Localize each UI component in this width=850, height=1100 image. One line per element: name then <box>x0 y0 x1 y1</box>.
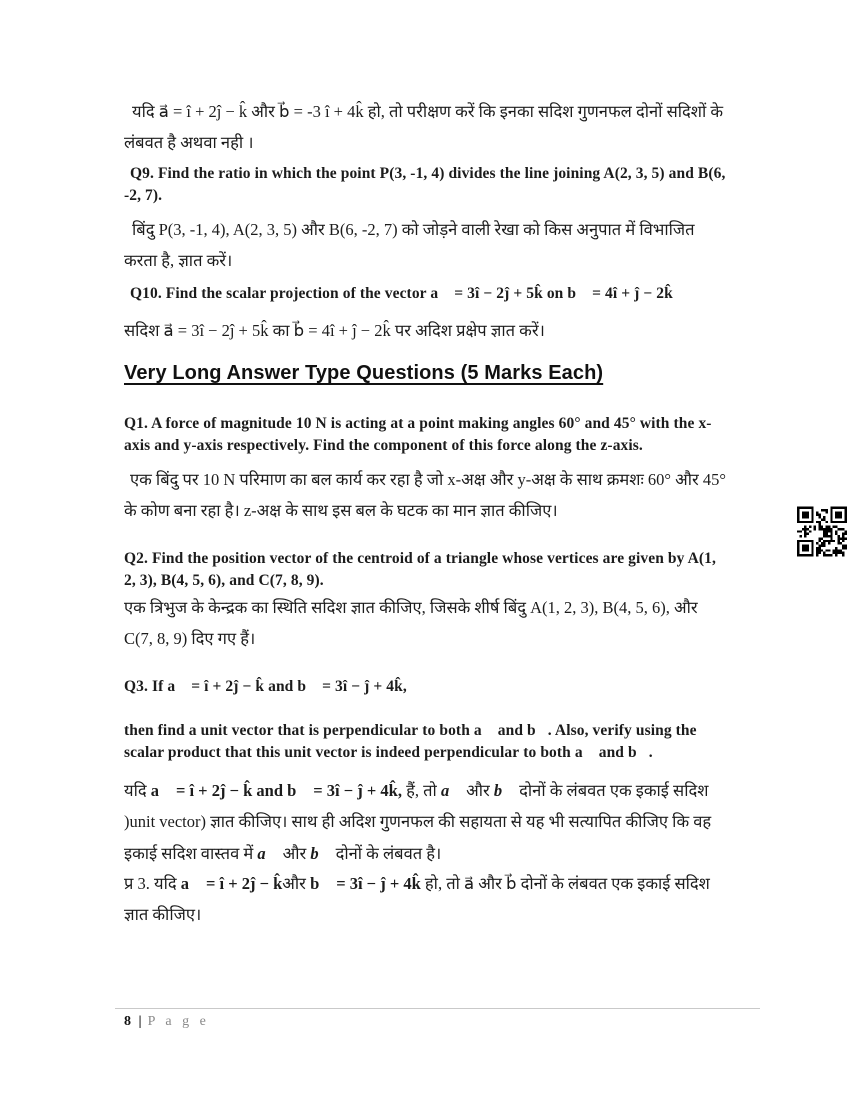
text-segment-bold: verify <box>592 722 632 739</box>
vector-a-symbol: a⃗ <box>257 843 279 863</box>
formula-segment: a⃗ = î + 2ĵ − k̂ and b⃗ = 3î − ĵ + 4k̂, <box>150 781 402 800</box>
text-segment-bold: scalar product <box>124 744 221 761</box>
question-pr3-hindi <box>124 868 730 931</box>
question-q1-hindi: एक बिंदु पर 10 N परिमाण का बल कार्य कर रहा है जो x-अक्ष और y-अक्ष के साथ क्रमशः 60° और 45° के कोण बना रहा है। z-अक्ष के साथ इस बल के घटक का मान ज्ञात कीजिए। <box>124 470 726 521</box>
text-segment: that is <box>273 722 324 739</box>
text-segment: दोनों के लंबवत एक इकाई सदिश )unit vector) ज्ञात कीजिए। साथ ही अदिश गुणनफल की सहायता से यह भी सत्यापित कीजिए कि वह इकाई सदिश वास्तव में <box>124 781 712 863</box>
question-q3-english-intro: Q3. If a⃗ = î + 2ĵ − k̂ and b⃗ = 3î − ĵ + 4k̂, <box>124 678 407 695</box>
text-segment: then find a <box>124 722 201 739</box>
question-q3-hindi <box>124 775 730 869</box>
section-heading: Very Long Answer Type Questions (5 Marks Each) <box>124 362 604 384</box>
vector-b-symbol: b⃗ <box>310 843 332 863</box>
question-q3-english-body <box>124 720 730 764</box>
question-q10-hindi: सदिश a⃗ = 3î − 2ĵ + 5k̂ का b⃗ = 4î + ĵ − 2k̂ पर अदिश प्रक्षेप ज्ञात करें। <box>124 321 545 340</box>
page-word-label: P a g e <box>147 1014 210 1029</box>
text-segment: और <box>278 843 311 863</box>
text-segment: दोनों के लंबवत है। <box>331 843 442 863</box>
text-segment: और <box>462 781 494 800</box>
footer-divider <box>115 1008 760 1009</box>
question-q1-english: Q1. A force of magnitude 10 N is acting at a point making angles 60° and 45° with the x-axis and y-axis respectively. Find the component of this force along the z-axis. <box>124 415 712 454</box>
page-footer <box>124 1014 209 1030</box>
formula-segment: b⃗ = 3î − ĵ + 4k̂ <box>310 874 421 893</box>
text-segment-bold: unit vector <box>200 722 274 739</box>
qr-code-icon <box>797 503 847 560</box>
text-segment: हो, तो a⃗ और b⃗ दोनों के लंबवत एक इकाई सदिश ज्ञात कीजिए। <box>124 874 710 925</box>
formula-segment: a⃗ = î + 2ĵ − k̂ <box>180 874 283 893</box>
text-segment: to both a⃗ and b⃗. Also, <box>418 722 593 739</box>
vector-a-symbol: a⃗ <box>440 781 463 800</box>
text-segment: प्र 3. यदि <box>124 874 181 893</box>
text-segment: हैं, तो <box>401 781 441 800</box>
text-segment: that this unit vector is indeed <box>220 744 425 761</box>
text-segment: using the <box>631 722 697 739</box>
page-number: 8 | <box>124 1014 144 1029</box>
text-segment: to both a⃗ and b⃗. <box>519 744 653 761</box>
text-segment: और <box>282 874 311 893</box>
question-q2-hindi: एक त्रिभुज के केन्द्रक का स्थिति सदिश ज्ञात कीजिए, जिसके शीर्ष बिंदु A(1, 2, 3), B(4, 5, 6), और C(7, 8, 9) दिए गए हैं। <box>124 598 698 649</box>
text-segment: यदि <box>124 781 151 800</box>
question-q9-english: Q9. Find the ratio in which the point P(3, -1, 4) divides the line joining A(2, 3, 5) and B(6, -2, 7). <box>124 165 726 204</box>
question-q2-english: Q2. Find the position vector of the centroid of a triangle whose vertices are given by A(1, 2, 3), B(4, 5, 6), and C(7, 8, 9). <box>124 550 717 589</box>
intro-hindi-paragraph: यदि a⃗ = î + 2ĵ − k̂ और b⃗ = -3 î + 4k̂ हो, तो परीक्षण करें कि इनका सदिश गुणनफल दोनों सदिशों के लंबवत है अथवा नही । <box>124 102 724 153</box>
text-segment-bold: perpendicular <box>424 744 520 761</box>
question-q10-english: Q10. Find the scalar projection of the vector a⃗ = 3î − 2ĵ + 5k̂ on b⃗ = 4î + ĵ − 2k̂ <box>130 285 673 302</box>
vector-b-symbol: b⃗ <box>493 781 516 800</box>
text-segment-bold: perpendicular <box>323 722 419 739</box>
question-q9-hindi: बिंदु P(3, -1, 4), A(2, 3, 5) और B(6, -2, 7) को जोड़ने वाली रेखा को किस अनुपात में विभाजित करता है, ज्ञात करें। <box>124 220 695 271</box>
